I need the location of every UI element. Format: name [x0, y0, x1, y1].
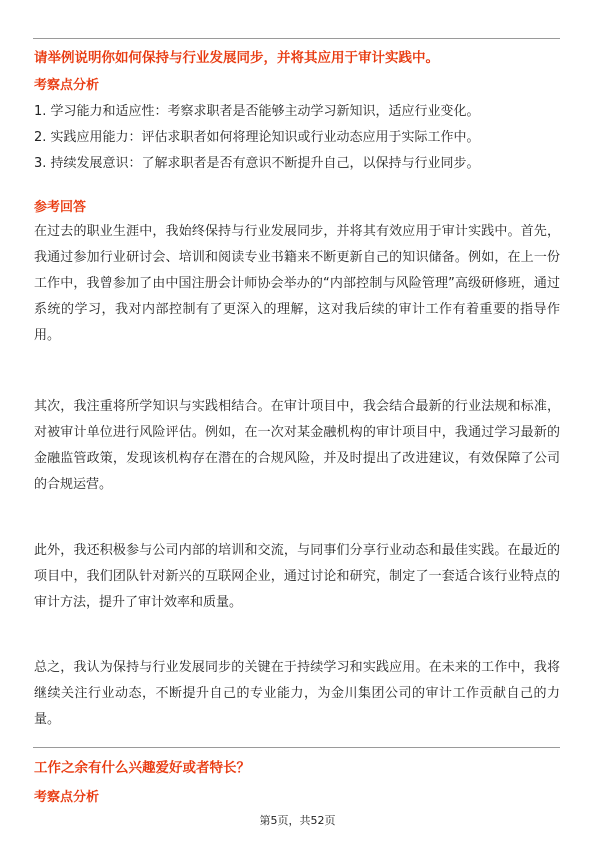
answer-paragraph-4-block: [34, 655, 560, 733]
answer-paragraph-1-block: [34, 219, 560, 349]
page-number-footer: 第5页，共52页: [259, 814, 336, 827]
analysis-point-2: 2. 实践应用能力：评估求职者如何将理论知识或行业动态应用于实际工作中。: [34, 130, 480, 145]
analysis-points: [34, 99, 560, 177]
answer-paragraph-4: 总之，我认为保持与行业发展同步的关键在于持续学习和实践应用。在未来的工作中，我将继续关注行业动态，不断提升自己的专业能力，为金川集团公司的审计工作贡献自己的力量。: [34, 660, 560, 727]
answer-paragraph-3-block: [34, 538, 560, 616]
analysis-section: [34, 76, 560, 96]
question-1-block: [34, 48, 560, 68]
section-divider: [33, 747, 560, 748]
question-2-title: 工作之余有什么兴趣爱好或者特长？: [34, 760, 250, 776]
answer-paragraph-2-block: [34, 394, 560, 498]
answer-paragraph-2: 其次，我注重将所学知识与实践相结合。在审计项目中，我会结合最新的行业法规和标准，对被审计单位进行风险评估。例如，在一次对某金融机构的审计项目中，我通过学习最新的金融监管政策，发现该机构存在潜在的合规风险，并及时提出了改进建议，有效保障了公司的合规运营。: [34, 399, 560, 492]
analysis-section-2: [34, 788, 560, 808]
answer-paragraph-1: 在过去的职业生涯中，我始终保持与行业发展同步，并将其有效应用于审计实践中。首先，我通过参加行业研讨会、培训和阅读专业书籍来不断更新自己的知识储备。例如，在上一份工作中，我曾参加了由中国注册会计师协会举办的“内部控制与风险管理”高级研修班，通过系统的学习，我对内部控制有了更深入的理解，这对我后续的审计工作有着重要的指导作用。: [34, 224, 560, 343]
answer-paragraph-3: 此外，我还积极参与公司内部的培训和交流，与同事们分享行业动态和最佳实践。在最近的项目中，我们团队针对新兴的互联网企业，通过讨论和研究，制定了一套适合该行业特点的审计方法，提升了审计效率和质量。: [34, 543, 560, 610]
analysis-heading-2: 考察点分析: [34, 790, 100, 805]
answer-section: [34, 198, 560, 218]
top-divider: [33, 38, 560, 39]
analysis-point-3: 3. 持续发展意识：了解求职者是否有意识不断提升自己，以保持与行业同步。: [34, 156, 480, 171]
analysis-point-1: 1. 学习能力和适应性：考察求职者是否能够主动学习新知识，适应行业变化。: [34, 104, 480, 119]
question-1-title: 请举例说明你如何保持与行业发展同步，并将其应用于审计实践中。: [34, 50, 439, 66]
answer-heading: 参考回答: [34, 200, 87, 215]
question-2-block: [34, 758, 560, 778]
analysis-heading: 考察点分析: [34, 78, 100, 93]
